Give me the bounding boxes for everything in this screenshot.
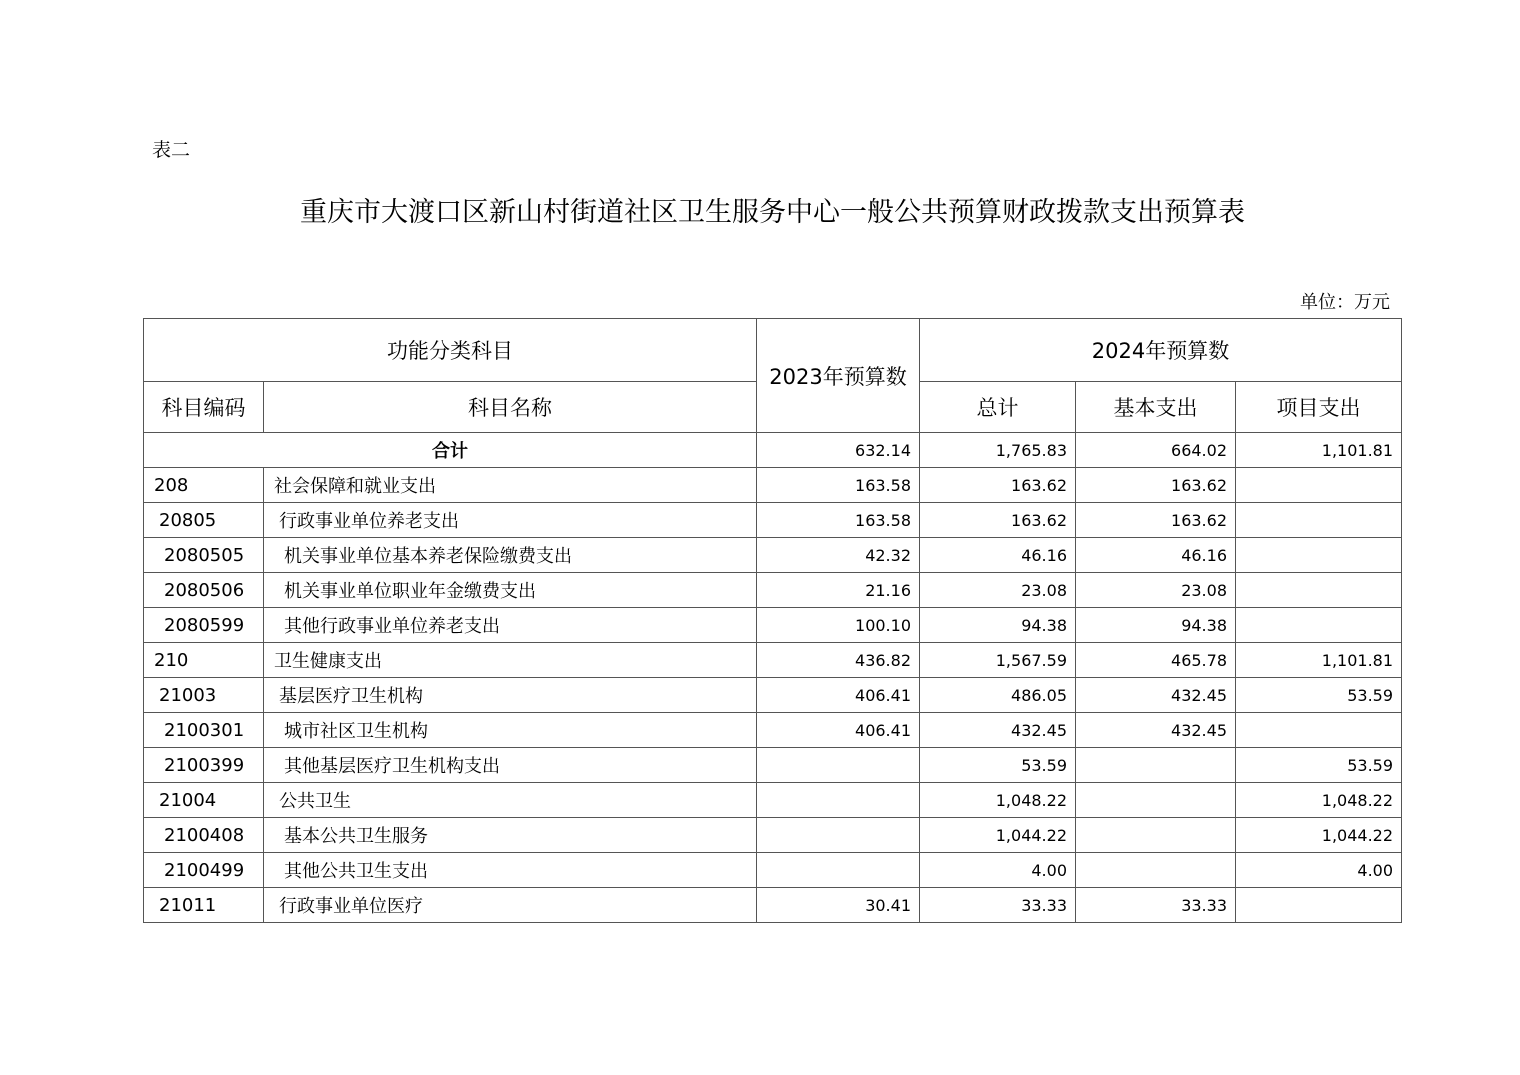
row-project (1236, 538, 1402, 573)
row-basic (1076, 748, 1236, 783)
row-basic: 432.45 (1076, 713, 1236, 748)
row-total: 1,044.22 (920, 818, 1076, 853)
row-total: 486.05 (920, 678, 1076, 713)
row-basic: 33.33 (1076, 888, 1236, 923)
row-code: 21011 (144, 888, 264, 923)
table-row (144, 538, 1402, 573)
row-total: 33.33 (920, 888, 1076, 923)
row-name: 其他行政事业单位养老支出 (264, 608, 757, 643)
row-basic: 465.78 (1076, 643, 1236, 678)
row-code: 21004 (144, 783, 264, 818)
row-basic: 23.08 (1076, 573, 1236, 608)
total-basic: 664.02 (1076, 433, 1236, 468)
total-label: 合计 (144, 433, 757, 468)
row-basic (1076, 783, 1236, 818)
row-total: 432.45 (920, 713, 1076, 748)
row-b2023 (757, 853, 920, 888)
row-basic: 163.62 (1076, 468, 1236, 503)
header-basic: 基本支出 (1076, 382, 1236, 433)
total-row (144, 433, 1402, 468)
row-code: 2100301 (144, 713, 264, 748)
row-code: 2100399 (144, 748, 264, 783)
row-basic: 46.16 (1076, 538, 1236, 573)
row-b2023 (757, 748, 920, 783)
row-total: 23.08 (920, 573, 1076, 608)
row-total: 163.62 (920, 503, 1076, 538)
row-b2023: 436.82 (757, 643, 920, 678)
row-basic: 94.38 (1076, 608, 1236, 643)
row-code: 2080505 (144, 538, 264, 573)
row-b2023: 42.32 (757, 538, 920, 573)
row-project: 1,044.22 (1236, 818, 1402, 853)
total-project: 1,101.81 (1236, 433, 1402, 468)
table-row (144, 643, 1402, 678)
row-b2023 (757, 783, 920, 818)
row-code: 2100408 (144, 818, 264, 853)
table-row (144, 853, 1402, 888)
header-total: 总计 (920, 382, 1076, 433)
row-name: 机关事业单位职业年金缴费支出 (264, 573, 757, 608)
table-row (144, 608, 1402, 643)
row-name: 城市社区卫生机构 (264, 713, 757, 748)
row-name: 其他公共卫生支出 (264, 853, 757, 888)
row-total: 94.38 (920, 608, 1076, 643)
row-code: 20805 (144, 503, 264, 538)
row-project (1236, 503, 1402, 538)
table-row (144, 678, 1402, 713)
table-row (144, 503, 1402, 538)
row-code: 208 (144, 468, 264, 503)
row-total: 1,567.59 (920, 643, 1076, 678)
row-total: 46.16 (920, 538, 1076, 573)
row-project (1236, 468, 1402, 503)
budget-table (143, 318, 1402, 923)
row-total: 4.00 (920, 853, 1076, 888)
row-project: 1,048.22 (1236, 783, 1402, 818)
table-row (144, 748, 1402, 783)
row-name: 其他基层医疗卫生机构支出 (264, 748, 757, 783)
header-functional: 功能分类科目 (144, 319, 757, 382)
row-b2023: 21.16 (757, 573, 920, 608)
row-name: 公共卫生 (264, 783, 757, 818)
row-name: 行政事业单位养老支出 (264, 503, 757, 538)
row-project (1236, 888, 1402, 923)
row-project: 1,101.81 (1236, 643, 1402, 678)
row-name: 卫生健康支出 (264, 643, 757, 678)
row-b2023 (757, 818, 920, 853)
header-budget-2024: 2024年预算数 (920, 319, 1402, 382)
row-b2023: 163.58 (757, 468, 920, 503)
row-basic: 163.62 (1076, 503, 1236, 538)
row-total: 53.59 (920, 748, 1076, 783)
header-budget-2023: 2023年预算数 (757, 319, 920, 433)
table-row (144, 468, 1402, 503)
header-project: 项目支出 (1236, 382, 1402, 433)
row-name: 基本公共卫生服务 (264, 818, 757, 853)
row-total: 1,048.22 (920, 783, 1076, 818)
table-row (144, 713, 1402, 748)
row-project (1236, 608, 1402, 643)
row-project: 4.00 (1236, 853, 1402, 888)
table-row (144, 573, 1402, 608)
row-b2023: 30.41 (757, 888, 920, 923)
row-project: 53.59 (1236, 678, 1402, 713)
document-title: 重庆市大渡口区新山村街道社区卫生服务中心一般公共预算财政拨款支出预算表 (300, 197, 1245, 228)
row-name: 机关事业单位基本养老保险缴费支出 (264, 538, 757, 573)
table-row (144, 783, 1402, 818)
row-code: 2080599 (144, 608, 264, 643)
row-total: 163.62 (920, 468, 1076, 503)
row-code: 2100499 (144, 853, 264, 888)
row-code: 2080506 (144, 573, 264, 608)
row-project: 53.59 (1236, 748, 1402, 783)
row-code: 210 (144, 643, 264, 678)
total-b2023: 632.14 (757, 433, 920, 468)
row-project (1236, 713, 1402, 748)
row-name: 基层医疗卫生机构 (264, 678, 757, 713)
unit-label: 单位：万元 (1300, 292, 1390, 313)
row-basic (1076, 818, 1236, 853)
row-b2023: 406.41 (757, 678, 920, 713)
table-label: 表二 (152, 139, 191, 161)
row-name: 社会保障和就业支出 (264, 468, 757, 503)
row-b2023: 406.41 (757, 713, 920, 748)
row-b2023: 163.58 (757, 503, 920, 538)
row-basic: 432.45 (1076, 678, 1236, 713)
row-name: 行政事业单位医疗 (264, 888, 757, 923)
table-row (144, 818, 1402, 853)
row-code: 21003 (144, 678, 264, 713)
header-code: 科目编码 (144, 382, 264, 433)
total-total: 1,765.83 (920, 433, 1076, 468)
row-project (1236, 573, 1402, 608)
row-b2023: 100.10 (757, 608, 920, 643)
row-basic (1076, 853, 1236, 888)
table-row (144, 888, 1402, 923)
header-name: 科目名称 (264, 382, 757, 433)
